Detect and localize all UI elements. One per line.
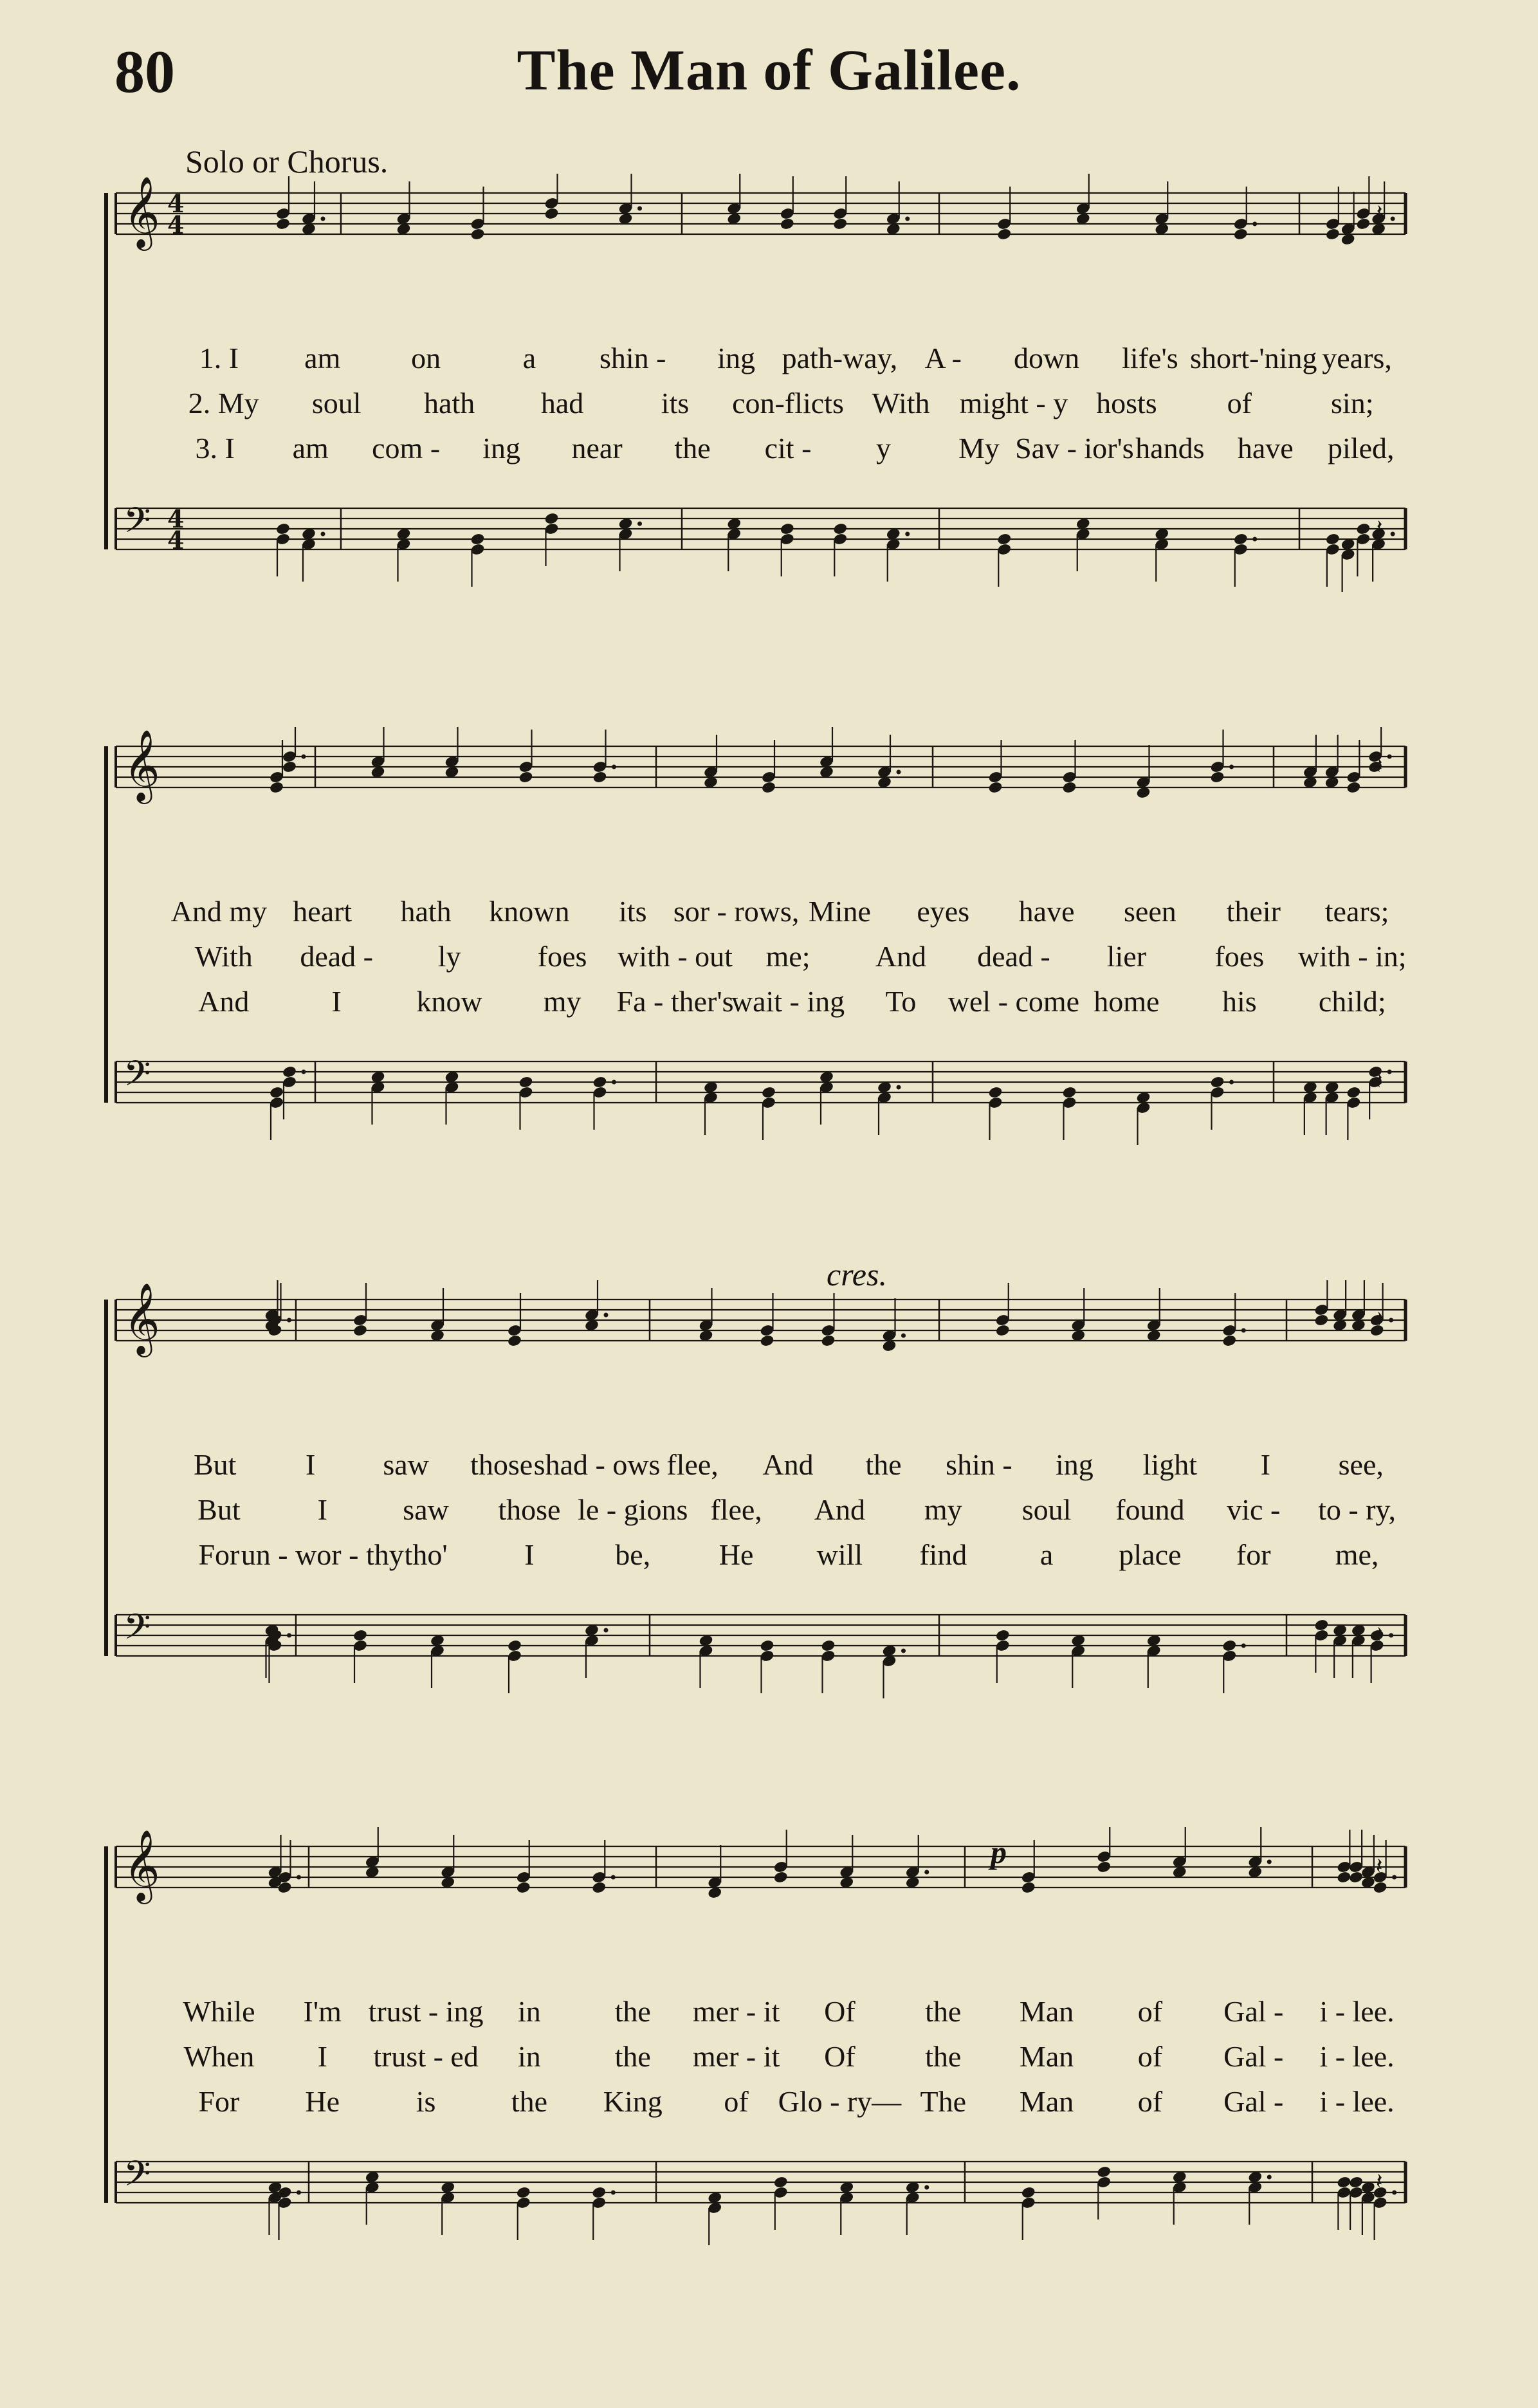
treble-staff [116,727,1405,804]
lyric-syllable: down [1013,342,1080,374]
lyric-syllable: in [518,1995,541,2028]
chord-note [269,1086,284,1140]
chord-note [371,727,386,778]
chord-note [1371,528,1395,582]
chord-note [1076,174,1091,225]
chord-note [1303,735,1318,789]
chord-note [882,1644,906,1698]
chord-note [703,1081,719,1135]
lyric-syllable: those [498,1493,561,1526]
lyric-line-verse-1 [167,1448,1409,1486]
lyric-syllable: shin - [600,342,666,374]
lyric-syllable: le - gions [578,1493,688,1526]
lyric-line-verse-1 [167,894,1409,933]
lyric-syllable: Gal - [1223,1995,1284,2028]
lyric-syllable: Sav - ior's [1015,432,1134,464]
lyric-syllable: with - out [618,940,733,973]
chord-note [544,174,560,220]
lyric-syllable: 3. I [195,432,235,464]
chord-note [1076,517,1091,571]
chord-note [699,1288,714,1342]
chord-note [1247,2171,1271,2225]
chord-note [1021,2186,1036,2240]
lyric-syllable: eyes [917,895,970,928]
time-signature-top: 4 [167,504,185,533]
lyric-syllable: And my [170,895,268,928]
chord-note [703,735,719,789]
time-signature-bottom: 4 [167,210,185,239]
lyric-syllable: hosts [1096,387,1157,419]
lyric-syllable: And [814,1493,866,1526]
chord-note [988,1086,1003,1140]
lyric-syllable: 1. I [199,342,239,374]
chord-note [470,533,486,587]
lyric-syllable: soul [1021,1493,1072,1526]
lyric-syllable: its [619,895,647,928]
lyric-line-verse-3 [167,431,1409,470]
lyric-line-verse-3 [167,984,1409,1023]
chord-note [371,1071,386,1125]
lyric-syllable: I [1260,1448,1270,1481]
lyric-syllable: of [1137,2085,1163,2118]
chord-note [699,1634,714,1688]
chord-note [996,533,1012,587]
lyric-syllable: flee, [710,1493,762,1526]
lyric-syllable: I [524,1538,535,1571]
chord-note [430,1634,445,1688]
lyric-syllable: a [522,342,536,374]
treble-clef-icon: 𝄞 [124,1282,160,1354]
chord-note [1172,1827,1187,1879]
chord-note [877,1081,901,1135]
lyric-syllable: tears; [1324,895,1389,928]
lyric-syllable: found [1115,1493,1185,1526]
music-system-3 [103,1256,1409,1731]
chord-note [886,528,910,582]
bass-clef-icon: 𝄢 [124,1053,151,1103]
lyric-syllable: hath [400,895,452,928]
lyric-syllable: of [724,2085,749,2118]
lyric-syllable: of [1137,2040,1163,2073]
lyric-syllable: ing [482,432,520,464]
lyric-syllable: years, [1322,342,1392,374]
chord-note [886,181,910,235]
lyric-syllable: know [416,985,482,1018]
lyric-syllable: 2. My [188,387,259,419]
chord-note [1360,2181,1376,2235]
lyric-syllable: me; [765,940,810,973]
dynamic-cres: cres. [827,1256,887,1292]
lyric-syllable: soul [311,387,362,419]
lyric-syllable: trust - ing [368,1995,484,2028]
chord-note [618,174,642,225]
lyric-syllable: have [1018,895,1075,928]
dynamic-piano: p [991,1834,1007,1870]
lyric-syllable: piled, [1328,432,1395,464]
lyric-syllable: flee, [666,1448,719,1481]
quarter-rest-icon: 𝄽 [1376,515,1383,541]
lyric-syllable: am [292,432,329,464]
lyric-syllable: is [416,2085,436,2118]
chord-note [1351,1624,1366,1678]
treble-clef-icon: 𝄞 [124,176,160,248]
chord-note [1070,1634,1086,1688]
lyric-syllable: dead - [977,940,1050,973]
lyric-syllable: had [540,387,584,419]
lyric-syllable: my [543,985,581,1018]
chord-note [618,517,642,571]
lyric-syllable: To [885,985,917,1018]
lyric-syllable: And [875,940,927,973]
lyric-syllable: of [1227,387,1252,419]
quarter-rest-icon: 𝄽 [1376,2169,1383,2194]
lyric-syllable: mer - it [692,1995,780,2028]
chord-note [440,2181,455,2235]
quarter-rest-icon: 𝄽 [1376,200,1383,226]
lyric-syllable: For [198,2085,240,2118]
chord-note [905,2181,929,2235]
lyric-syllable: I [317,2040,327,2073]
chord-note [1070,1288,1086,1342]
lyric-syllable: mer - it [692,2040,780,2073]
lyric-syllable: to - ry, [1318,1493,1396,1526]
lyric-syllable: Gal - [1223,2085,1284,2118]
lyric-syllable: of [1137,1995,1163,2028]
chord-note [1096,1827,1112,1873]
lyric-syllable: lier [1106,940,1147,973]
chord-note [726,517,742,571]
lyric-syllable: hands [1135,432,1205,464]
lyric-syllable: on [411,342,441,374]
time-signature-bottom: 4 [167,526,185,555]
lyric-syllable: Man [1019,2085,1074,2118]
quarter-rest-icon: 𝄽 [1376,1307,1383,1332]
lyric-syllable: see, [1338,1448,1384,1481]
lyric-syllable: Gal - [1223,2040,1284,2073]
lyric-syllable: For [198,1538,240,1571]
bass-clef-icon: 𝄢 [124,2153,151,2203]
lyric-syllable: light [1142,1448,1198,1481]
lyric-syllable: shin - [946,1448,1012,1481]
lyric-syllable: in [518,2040,541,2073]
chord-note [1136,1091,1151,1145]
treble-staff [116,1827,1405,1904]
bass-staff [116,500,1405,592]
chord-note [516,2186,531,2240]
chord-note [821,1639,836,1693]
lyric-syllable: Of [824,1995,856,2028]
lyric-syllable: life's [1122,342,1178,374]
lyric-syllable: ly [437,940,461,973]
lyric-syllable: i - lee. [1319,2085,1395,2118]
chord-note [365,1827,380,1879]
lyric-syllable: King [603,2085,663,2118]
treble-staff [116,174,1405,251]
lyric-syllable: a [1039,1538,1054,1571]
lyric-syllable: have [1237,432,1294,464]
chord-note [1146,1288,1162,1342]
chord-note [1222,1639,1245,1693]
chord-note [301,181,325,235]
lyric-syllable: cit - [764,432,812,464]
chord-note [839,1835,854,1889]
quarter-rest-icon: 𝄽 [1376,1853,1383,1879]
chord-note [1332,1624,1348,1678]
chord-note [1341,538,1356,592]
lyric-line-verse-2 [167,939,1409,978]
lyric-syllable: the [925,2040,962,2073]
lyric-syllable: their [1226,895,1281,928]
quarter-rest-icon: 𝄽 [1376,1622,1383,1648]
lyric-syllable: Glo - ry— [778,2085,902,2118]
lyric-syllable: Man [1019,1995,1074,2028]
chord-note [584,1624,608,1678]
chord-note [726,174,742,225]
chord-note [1346,1086,1361,1140]
chord-note [1154,181,1169,235]
lyric-syllable: I'm [303,1995,342,2028]
lyric-syllable: Mine [808,895,871,928]
chord-note [1332,1280,1348,1332]
lyric-syllable: Of [824,2040,856,2073]
chord-note [268,2181,283,2235]
chord-note [365,2171,380,2225]
chord-note [444,1071,460,1125]
chord-note [1303,1081,1318,1135]
time-signature-top: 4 [167,189,185,218]
lyric-syllable: with - in; [1297,940,1407,973]
lyric-syllable: vic - [1227,1493,1281,1526]
lyric-syllable: tho' [404,1538,448,1571]
lyric-syllable: ing [1055,1448,1094,1481]
lyric-syllable: trust - ed [373,2040,479,2073]
lyric-syllable: And [198,985,250,1018]
chord-note [1136,745,1151,799]
bass-staff [116,2153,1405,2245]
lyric-syllable: un - wor - thy [241,1538,404,1571]
chord-note [761,1086,776,1140]
lyric-syllable: shad - ows [533,1448,661,1481]
chord-note [839,2181,854,2235]
lyric-syllable: My [958,432,1000,464]
lyric-syllable: the [614,2040,651,2073]
chord-note [1062,1086,1077,1140]
treble-clef-icon: 𝄞 [124,1829,160,1901]
lyric-syllable: I [317,1493,327,1526]
music-system-2 [103,727,1409,1177]
chord-note [882,1298,906,1352]
lyric-syllable: But [193,1448,237,1481]
lyric-syllable: com - [372,432,441,464]
lyric-line-verse-2 [167,2039,1409,2078]
lyric-syllable: Man [1019,2040,1074,2073]
chord-note [760,1639,775,1693]
lyric-syllable: i - lee. [1319,2040,1395,2073]
lyric-syllable: I [306,1448,316,1481]
lyric-syllable: y [875,432,891,464]
bass-staff [116,1053,1405,1145]
lyric-syllable: con-flicts [732,387,844,419]
treble-staff [116,1280,1405,1357]
chord-note [819,1071,834,1125]
lyric-syllable: I [331,985,342,1018]
lyric-syllable: sin; [1331,387,1374,419]
lyric-line-verse-2 [167,1493,1409,1531]
chord-note [396,528,412,582]
chord-note [396,181,412,235]
lyric-line-verse-3 [167,1538,1409,1576]
chord-note [1325,533,1341,587]
chord-note [1351,1280,1366,1332]
chord-note [277,2186,301,2240]
lyric-syllable: the [614,1995,651,2028]
quarter-rest-icon: 𝄽 [1376,1069,1383,1094]
lyric-syllable: But [197,1493,241,1526]
lyric-syllable: He [305,2085,340,2118]
lyric-syllable: the [865,1448,902,1481]
chord-note [1314,1280,1329,1327]
lyric-syllable: ing [717,342,755,374]
lyric-syllable: am [304,342,341,374]
chord-note [1371,181,1395,235]
quarter-rest-icon: 𝄽 [1376,753,1383,779]
chord-note [819,727,834,778]
performance-note: Solo or Chorus. [185,143,389,179]
lyric-syllable: And [762,1448,814,1481]
lyric-line-verse-1 [167,1994,1409,2033]
lyric-syllable: home [1094,985,1160,1018]
bass-clef-icon: 𝄢 [124,500,151,549]
lyric-syllable: child; [1318,985,1386,1018]
lyric-line-verse-2 [167,386,1409,425]
lyric-syllable: short-'ning [1190,342,1317,374]
chord-note [507,1639,522,1693]
lyric-syllable: i - lee. [1319,1995,1395,2028]
lyric-syllable: wel - come [948,985,1080,1018]
chord-note [1324,1081,1340,1135]
lyric-syllable: those [470,1448,533,1481]
lyric-syllable: place [1119,1538,1182,1571]
lyric-line-verse-3 [167,2084,1409,2123]
chord-note [1233,533,1257,587]
lyric-syllable: heart [293,895,352,928]
chord-note [1247,1827,1271,1879]
chord-note [707,2191,722,2245]
chord-note [430,1288,445,1342]
page-number: 80 [114,39,175,106]
lyric-syllable: seen [1124,895,1176,928]
music-system-4 [103,1827,1409,2277]
lyric-syllable: me, [1335,1538,1379,1571]
bass-clef-icon: 𝄢 [124,1606,151,1656]
lyric-syllable: for [1236,1538,1271,1571]
lyric-syllable: his [1222,985,1257,1018]
lyric-syllable: the [674,432,711,464]
lyric-syllable: the [925,1995,962,2028]
lyric-syllable: The [920,2085,967,2118]
lyric-syllable: When [183,2040,255,2073]
lyric-syllable: A - [924,342,962,374]
lyric-syllable: He [719,1538,754,1571]
lyric-syllable: the [511,2085,548,2118]
chord-note [301,528,325,582]
lyric-syllable: dead - [300,940,373,973]
lyric-syllable: be, [615,1538,651,1571]
lyric-syllable: saw [403,1493,449,1526]
treble-clef-icon: 𝄞 [124,729,160,801]
chord-note [1172,2171,1187,2225]
chord-note [707,1845,722,1899]
chord-note [905,1835,929,1889]
lyric-line-verse-1 [167,341,1409,380]
lyric-syllable: wait - ing [731,985,845,1018]
lyric-syllable: might - y [959,387,1068,419]
chord-note [1360,1835,1376,1889]
lyric-syllable: its [661,387,690,419]
chord-note [591,2186,615,2240]
lyric-syllable: known [489,895,570,928]
lyric-syllable: hath [424,387,475,419]
chord-note [1146,1634,1162,1688]
lyric-syllable: foes [1214,940,1265,973]
chord-note [584,1280,608,1332]
lyric-syllable: With [872,387,930,419]
lyric-syllable: saw [383,1448,429,1481]
hymn-title: The Man of Galilee. [517,39,1021,102]
bass-staff [116,1606,1405,1698]
lyric-syllable: will [816,1538,863,1571]
chord-note [444,727,460,778]
lyric-syllable: While [183,1995,255,2028]
lyric-syllable: foes [537,940,587,973]
chord-note [440,1835,455,1889]
chord-note [877,735,901,789]
lyric-syllable: find [919,1538,967,1571]
lyric-syllable: With [194,940,253,973]
music-system-1 [103,174,1409,624]
chord-note [1341,192,1356,246]
lyric-syllable: Fa - ther's [616,985,734,1018]
lyric-syllable: my [924,1493,962,1526]
lyric-syllable: near [571,432,623,464]
lyric-syllable: path-way, [782,342,898,374]
lyric-syllable: sor - rows, [673,895,800,928]
chord-note [1154,528,1169,582]
chord-note [1324,735,1340,789]
